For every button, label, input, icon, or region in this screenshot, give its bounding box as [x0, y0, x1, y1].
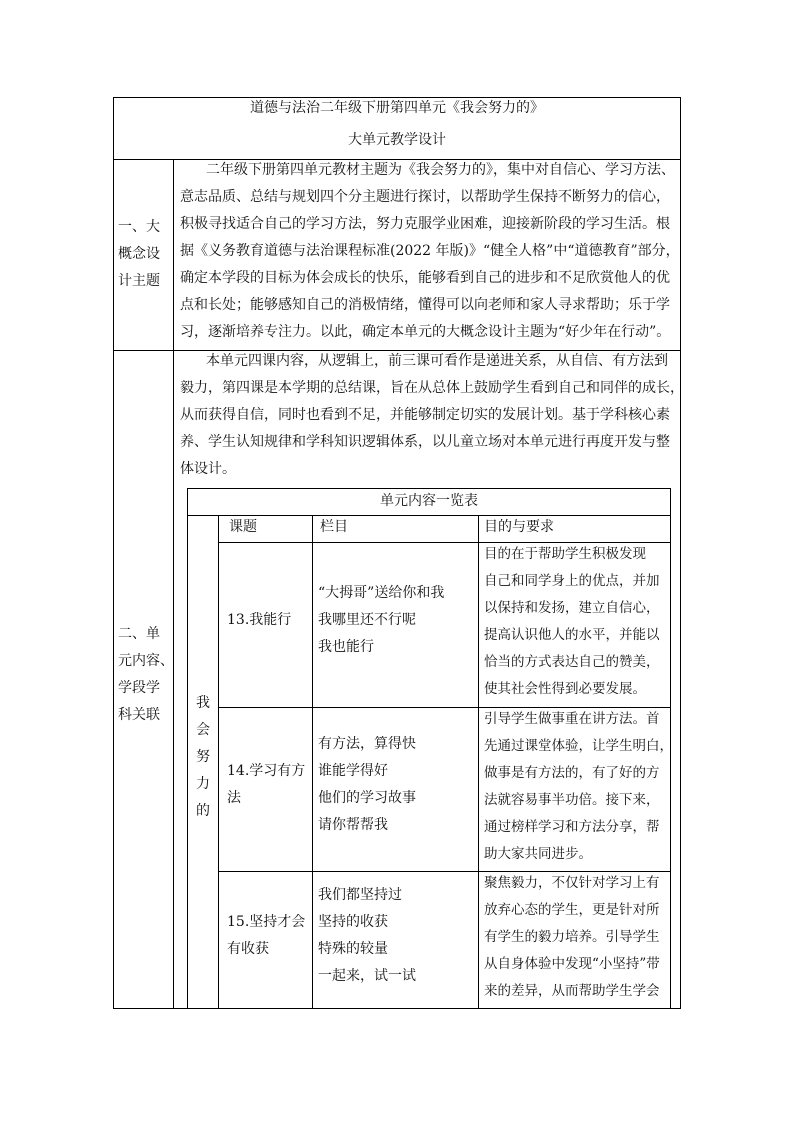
lesson-goal-line: 来的差异，从而帮助学生学会 [484, 983, 660, 999]
section1-body-line: 据《义务教育道德与法治课程标准(2022 年版)》“健全人格”中“道德教育”部分， [180, 243, 680, 259]
section1-label-line: 计主题 [118, 273, 160, 289]
lesson-goal-line: 以保持和发扬，建立自信心， [484, 600, 660, 616]
lesson-item: 一起来，试一试 [318, 968, 416, 984]
section1-body-line: 二年级下册第四单元教材主题为《我会努力的》，集中对自信心、学习方法、 [206, 162, 675, 178]
unit-side-label-char: 的 [196, 803, 210, 819]
outer-border-left [113, 97, 114, 1009]
section1-label-line: 概念设 [118, 246, 160, 262]
lesson-item: 我们都坚持过 [318, 887, 402, 903]
lesson-item: “大拇哥”送给你和我 [318, 585, 445, 601]
lesson-item: 有方法，算得快 [318, 736, 416, 752]
lesson-item: 谁能学得好 [318, 763, 388, 779]
section2-body-line: 从而获得自信，同时也看到不足，并能够制定切实的发展计划。基于学科核心素 [180, 407, 670, 423]
lesson-title: 法 [227, 790, 241, 806]
section2-label-line: 元内容、 [118, 653, 174, 669]
unit-table-caption: 单元内容一览表 [380, 493, 478, 509]
lesson-goal-line: 使其社会性得到必要发展。 [484, 681, 646, 697]
outer-border-bottom [113, 1008, 681, 1009]
document-title: 道德与法治二年级下册第四单元《我会努力的》 [250, 100, 544, 116]
section2-body-line: 体设计。 [180, 461, 236, 477]
unit-side-label-char: 我 [196, 695, 210, 711]
unit-side-label-char: 努 [196, 749, 210, 765]
header-lesson: 课题 [229, 519, 257, 535]
section1-body-line: 习，逐渐培养专注力。以此，确定本单元的大概念设计主题为“好少年在行动”。 [180, 324, 671, 340]
document-subtitle: 大单元教学设计 [348, 132, 446, 148]
lesson-goal-line: 助大家共同进步。 [484, 846, 592, 862]
section2-body-line: 毅力，第四课是本学期的总结课，旨在从总体上鼓励学生看到自己和同伴的成长， [180, 380, 684, 396]
lesson-title: 14.学习有方 [227, 763, 306, 779]
section1-body-line: 确定本学段的目标为体会成长的快乐，能够看到自己的进步和不足欣赏他人的优 [180, 270, 670, 286]
inner-side-column-divider [218, 515, 219, 1009]
header-items: 栏目 [320, 519, 348, 535]
lesson-goal-line: 法就容易事半功倍。接下来， [484, 792, 660, 808]
lesson-goal-line: 自己和同学身上的优点，并加 [484, 573, 660, 589]
label-column-divider [173, 159, 174, 1009]
section2-label-line: 科关联 [118, 707, 160, 723]
lesson-title: 13.我能行 [227, 612, 292, 628]
inner-caption-divider [187, 515, 671, 516]
section1-body-line: 意志品质、总结与规划四个分主题进行探讨，以帮助学生保持不断努力的信心， [180, 189, 670, 205]
header-goals: 目的与要求 [484, 519, 554, 535]
lesson-goal-line: 引导学生做事重在讲方法。首 [484, 711, 660, 727]
lesson-title: 有收获 [227, 941, 269, 957]
section2-body-line: 养、学生认知规律和学科知识逻辑体系，以儿童立场对本单元进行再度开发与整 [180, 434, 670, 450]
lesson-goal-line: 恰当的方式表达自己的赞美， [484, 654, 660, 670]
lesson-item: 他们的学习故事 [318, 790, 416, 806]
outer-border-right [680, 97, 681, 1009]
lesson-goal-line: 提高认识他人的水平，并能以 [484, 627, 660, 643]
lesson-item: 我也能行 [318, 639, 374, 655]
section1-body-line: 积极寻找适合自己的学习方法，努力克服学业困难，迎接新阶段的学习生活。根 [180, 216, 670, 232]
lesson-item: 请你帮帮我 [318, 817, 388, 833]
inner-col-divider-2 [478, 515, 479, 1009]
lesson-goal-line: 通过榜样学习和方法分享，帮 [484, 819, 660, 835]
section2-label-line: 二、单 [118, 626, 160, 642]
unit-side-label-char: 会 [196, 722, 210, 738]
lesson-goal-line: 有学生的毅力培养。引导学生 [484, 929, 660, 945]
section1-body-line: 点和长处；能够感知自己的消极情绪，懂得可以向老师和家人寻求帮助；乐于学 [180, 297, 670, 313]
section2-body-line: 本单元四课内容，从逻辑上，前三课可看作是递进关系，从自信、有方法到 [206, 353, 668, 369]
lesson-goal-line: 聚焦毅力，不仅针对学习上有 [484, 875, 660, 891]
unit-side-label-char: 力 [196, 776, 210, 792]
lesson-title: 15.坚持才会 [227, 914, 306, 930]
lesson-goal-line: 放弃心态的学生，更是针对所 [484, 902, 660, 918]
section2-label-line: 学段学 [118, 680, 160, 696]
lesson-item: 特殊的较量 [318, 941, 388, 957]
section1-label-line: 一、大 [118, 219, 160, 235]
lesson-item: 坚持的收获 [318, 914, 388, 930]
lesson-goal-line: 做事是有方法的，有了好的方 [484, 765, 660, 781]
lesson-goal-line: 目的在于帮助学生积极发现 [484, 546, 646, 562]
lesson-goal-line: 先通过课堂体验，让学生明白， [484, 738, 673, 754]
inner-border-left [187, 488, 188, 1009]
lesson-goal-line: 从自身体验中发现“小坚持”带 [484, 956, 660, 972]
lesson-item: 我哪里还不行呢 [318, 612, 416, 628]
inner-col-divider-1 [312, 515, 313, 1009]
